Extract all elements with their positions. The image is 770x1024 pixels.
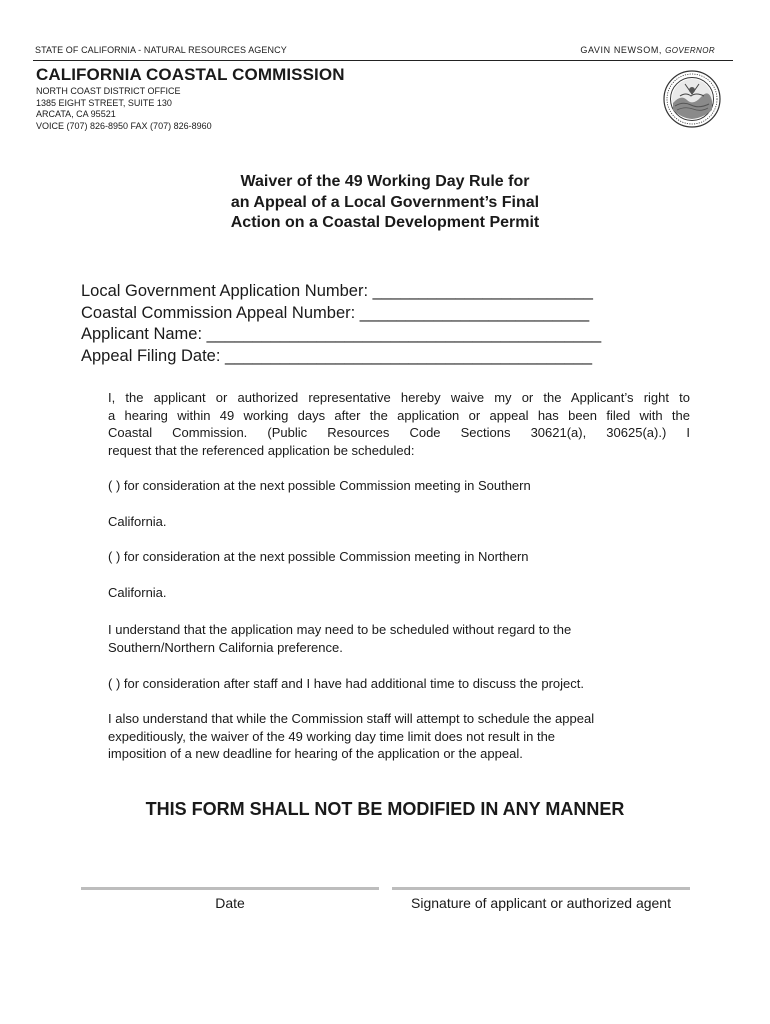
understand-paragraph [108, 621, 571, 656]
paragraph-line: imposition of a new deadline for hearing of the application or the appeal. [108, 746, 523, 761]
option-southern-california[interactable] [108, 477, 531, 495]
office-address [36, 86, 212, 132]
address-line: 1385 EIGHT STREET, SUITE 130 [36, 97, 172, 108]
governor-credit [580, 45, 715, 55]
title-line: Action on a Coastal Development Permit [230, 214, 540, 231]
title-line: an Appeal of a Local Government’s Final [230, 193, 540, 211]
governor-title: GOVERNOR [665, 46, 715, 55]
agent-signature-label: Signature of applicant or authorized agent [411, 895, 671, 911]
waiver-paragraph [108, 389, 690, 459]
paragraph-line: I understand that the application may need to be scheduled without regard to the [108, 622, 572, 637]
identification-fields [81, 281, 601, 367]
option-northern-continuation [108, 584, 167, 602]
coastal-commission-appeal-number-field[interactable]: Coastal Commission Appeal Number: _________________________ [81, 303, 590, 322]
appeal-filing-date-field[interactable]: Appeal Filing Date: ________________________________________ [81, 346, 593, 365]
form-title [0, 172, 770, 234]
local-government-application-number-field[interactable]: Local Government Application Number: ________________________ [81, 282, 593, 300]
paragraph-line: a hearing within 49 working days after the application or appeal has been filed with the [108, 407, 690, 423]
paragraph-line: request that the referenced application be scheduled: [108, 442, 415, 458]
commission-name: CALIFORNIA COASTAL COMMISSION [36, 65, 345, 84]
title-line: Waiver of the 49 Working Day Rule for [240, 173, 530, 190]
option-text: ( ) for consideration at the next possible Commission meeting in Southern [108, 478, 531, 493]
applicant-name-field[interactable]: Applicant Name: ___________________________________________ [81, 325, 602, 343]
option-text: California. [108, 585, 167, 600]
date-label: Date [215, 895, 245, 911]
paragraph-line: expeditiously, the waiver of the 49 working day time limit does not result in the [108, 728, 556, 744]
option-text: ( ) for consideration after staff and I have had additional time to discuss the project. [108, 676, 584, 691]
top-header-line [35, 45, 730, 61]
agent-signature-line[interactable] [392, 887, 690, 890]
modification-notice: THIS FORM SHALL NOT BE MODIFIED IN ANY MANNER [145, 799, 625, 819]
paragraph-line: I also understand that while the Commission staff will attempt to schedule the appeal [108, 711, 595, 726]
paragraph-line: Coastal Commission. (Public Resources Code Sections 30621(a), 30625(a).) I [108, 425, 690, 440]
date-signature-line[interactable] [81, 887, 379, 890]
header-rule [33, 60, 733, 61]
option-text: ( ) for consideration at the next possible Commission meeting in Northern [108, 549, 529, 564]
agency-name: STATE OF CALIFORNIA - NATURAL RESOURCES AGENCY [35, 45, 287, 55]
option-northern-california[interactable] [108, 548, 529, 566]
paragraph-line: I, the applicant or authorized representative hereby waive my or the Applicant’s right to [108, 390, 690, 405]
option-southern-continuation [108, 513, 167, 531]
also-understand-paragraph [108, 710, 594, 763]
address-line: NORTH COAST DISTRICT OFFICE [36, 86, 181, 96]
option-text: California. [108, 514, 167, 529]
paragraph-line: Southern/Northern California preference. [108, 639, 343, 655]
address-line: ARCATA, CA 95521 [36, 109, 116, 119]
governor-name: GAVIN NEWSOM, [580, 45, 663, 55]
commission-seal-icon [663, 70, 721, 128]
option-staff-discussion[interactable] [108, 675, 584, 693]
address-line: VOICE (707) 826-8950 FAX (707) 826-8960 [36, 120, 212, 131]
